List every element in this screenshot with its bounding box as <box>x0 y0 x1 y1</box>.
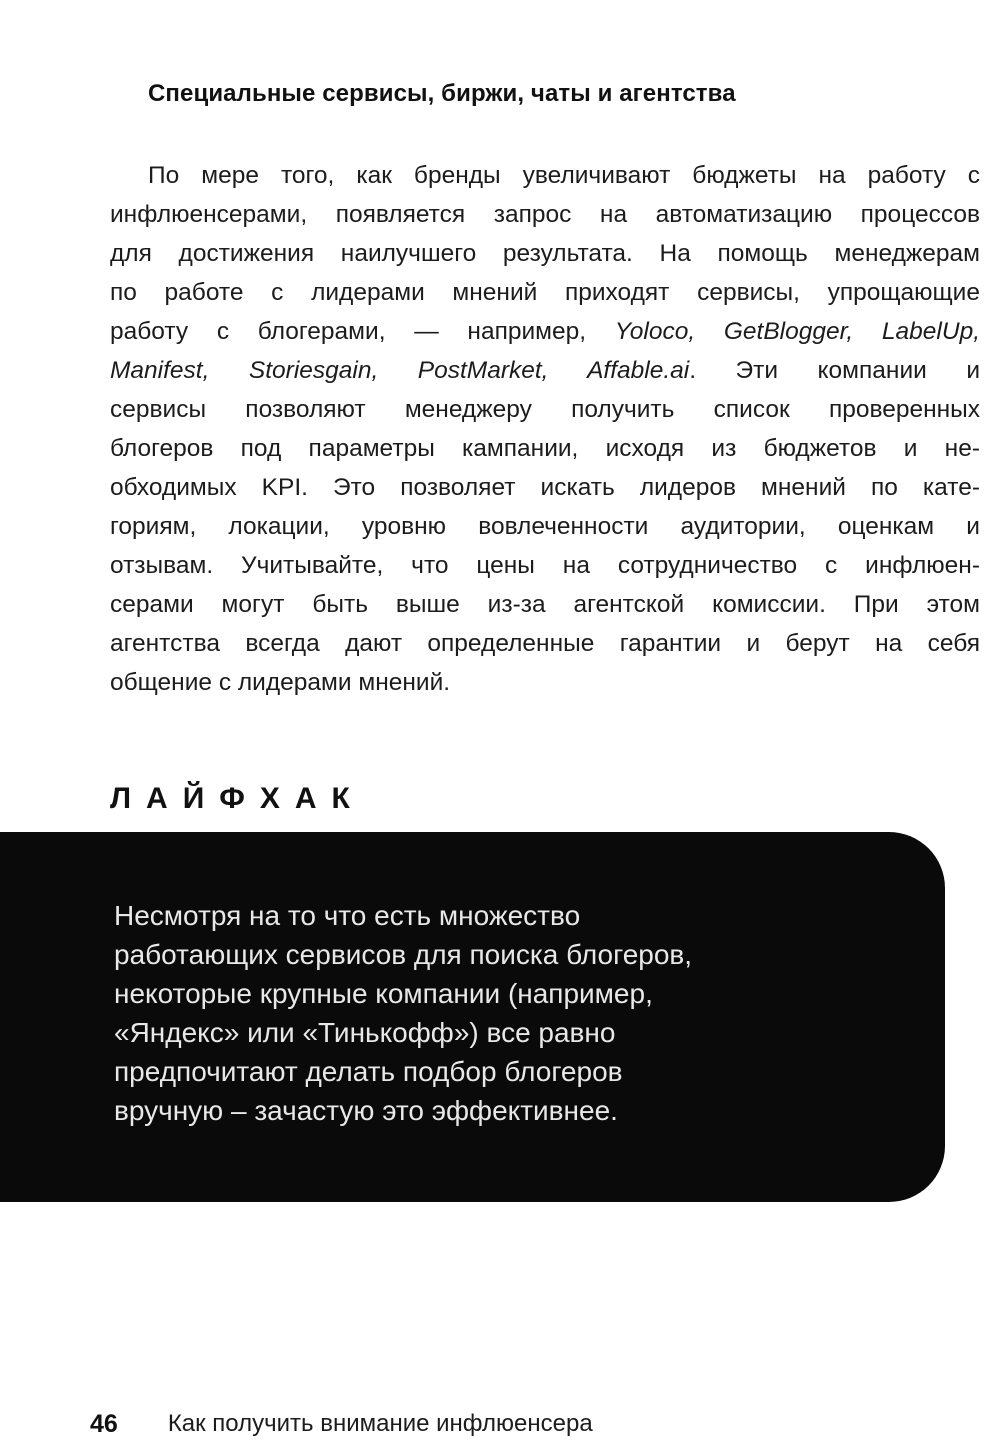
lifehack-line: вручную – зачастую это эффективнее. <box>114 1095 618 1126</box>
service-names: Yoloco, GetBlogger, LabelUp, <box>614 318 980 345</box>
paragraph-line: гориям, локации, уровню вовлеченности аудитории, оценкам и <box>110 513 980 540</box>
lifehack-label: ЛАЙФХАК <box>110 782 365 815</box>
page-footer <box>90 1406 593 1442</box>
paragraph-line: обходимых KPI. Это позволяет искать лидеров мнений по кате- <box>110 474 980 501</box>
paragraph-line: агентства всегда дают определенные гарантии и берут на себя <box>110 630 980 657</box>
section-heading: Специальные сервисы, биржи, чаты и агентства <box>148 80 736 107</box>
lifehack-box <box>0 832 945 1202</box>
paragraph-line: по работе с лидерами мнений приходят сервисы, упрощающие <box>110 279 980 306</box>
running-title: Как получить внимание инфлюенсера <box>167 1410 593 1437</box>
paragraph-line <box>110 351 980 390</box>
paragraph-line: отзывам. Учитывайте, что цены на сотрудничество с инфлюен- <box>110 552 980 579</box>
lifehack-text <box>114 896 894 1130</box>
lifehack-line: некоторые крупные компании (например, <box>114 978 653 1009</box>
paragraph-line: инфлюенсерами, появляется запрос на автоматизацию процессов <box>110 201 980 228</box>
body-paragraph <box>110 156 980 702</box>
lifehack-line: «Яндекс» или «Тинькофф») все равно <box>114 1017 616 1048</box>
service-names: Manifest, Storiesgain, PostMarket, Affable.ai <box>110 357 690 384</box>
lifehack-line: предпочитают делать подбор блогеров <box>114 1056 623 1087</box>
paragraph-line: для достижения наилучшего результата. На помощь менеджерам <box>110 240 980 267</box>
paragraph-line <box>110 312 980 351</box>
paragraph-line: блогеров под параметры кампании, исходя из бюджетов и не- <box>110 435 980 462</box>
lifehack-line: Несмотря на то что есть множество <box>114 900 581 931</box>
paragraph-line: общение с лидерами мнений. <box>110 669 451 696</box>
paragraph-text: работу с блогерами, — например, <box>110 318 615 345</box>
paragraph-text: . Эти компании и <box>689 357 980 384</box>
paragraph-line: По мере того, как бренды увеличивают бюджеты на работу с <box>148 162 980 189</box>
paragraph-line: серами могут быть выше из-за агентской комиссии. При этом <box>110 591 980 618</box>
paragraph-line: сервисы позволяют менеджеру получить список проверенных <box>110 396 980 423</box>
page-number: 46 <box>90 1409 118 1438</box>
lifehack-line: работающих сервисов для поиска блогеров, <box>114 939 693 970</box>
